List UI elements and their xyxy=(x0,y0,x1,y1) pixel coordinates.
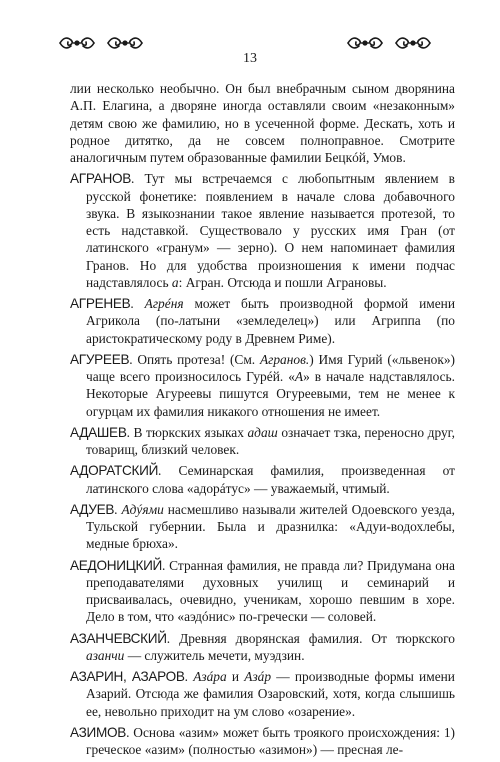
entry-text: . Древняя дворянская фамилия. От тюркского xyxy=(166,630,455,646)
continued-paragraph xyxy=(70,80,455,166)
italic-term: Азáра xyxy=(193,669,227,684)
italic-term: адаш xyxy=(247,424,278,440)
dictionary-entry xyxy=(70,295,455,347)
entry-text: — служитель мечети, муэдзин. xyxy=(124,647,305,663)
entry-headword: АДОРАТСКИЙ xyxy=(70,463,159,479)
dictionary-entry xyxy=(70,462,455,497)
italic-term: Адýями xyxy=(121,501,164,517)
page-body xyxy=(70,80,455,762)
entry-text: . Тут мы встречаемся с любопытным явлением в русской фонетике: появлением в начале слова добавочного звука. В языкознании такое явление называется протезой, то есть надставкой. Существовало у русских имя Гран (от латинского «гранум» — зерно). О нем напоминает фамилия Гранов. Но для удобства произношения к имени подчас надставлялось xyxy=(86,171,455,290)
italic-term: азанчи xyxy=(86,647,125,663)
entry-text: насмешливо называли жителей Одоевского уезда, Тульской губернии. Была и дразнилка: «Адуи-водохлебы, медные брюха». xyxy=(86,501,455,552)
entry-text: » в начале надставлялось. Некоторые Агуреевы пишутся Огуреевыми, тем не менее к огурцам их фамилия никакого отношения не имеет. xyxy=(86,369,455,419)
entry-headword: АЗАРИН, АЗАРОВ xyxy=(70,669,185,684)
dictionary-entry xyxy=(70,501,455,553)
entry-text: . xyxy=(184,669,194,684)
entry-text: . xyxy=(114,501,122,517)
entry-text: . В тюркских языках xyxy=(126,424,248,440)
entry-headword: АЗАНЧЕВСКИЙ xyxy=(70,630,167,646)
entry-headword: АЕДОНИЦКИЙ xyxy=(70,557,163,573)
dictionary-entry xyxy=(70,630,455,665)
entry-headword: АДУЕВ xyxy=(70,501,115,517)
entry-text: . xyxy=(130,296,145,311)
dictionary-entry xyxy=(70,170,455,291)
italic-term: Азáр xyxy=(244,669,272,684)
italic-term: А xyxy=(294,369,304,384)
entry-headword: АГРЕНЕВ xyxy=(70,296,131,311)
entry-text: . Основа «азим» может быть троякого происхождения: 1) греческое «азим» (полностью «азимон») — пресная ле- xyxy=(86,724,455,757)
dictionary-entry xyxy=(70,724,455,759)
entry-text: может быть производной формой имени Агрикола (по-латыни «земледелец») или Агриппа (по аристократическому роду в Древнем Риме). xyxy=(86,296,455,346)
dictionary-entry xyxy=(70,351,455,420)
entry-headword: АДАШЕВ xyxy=(70,424,127,440)
page-number: 13 xyxy=(243,51,257,66)
italic-term: Агранов. xyxy=(259,351,310,367)
entry-text: ) Имя Гурий («львенок») чаще всего произносилось Гурéй. « xyxy=(86,351,455,384)
dictionary-entry xyxy=(70,557,455,626)
entry-text: . Странная фамилия, не правда ли? Придумана она преподавателями духовных училищ и семинарий и присваивалась, очевидно, ученикам, хорошо певшим в хоре. Дело в том, что «аэдóнис» по-гречески — соловей. xyxy=(86,557,455,625)
italic-term: Агрéня xyxy=(144,296,184,311)
entry-text: означает тзка, переносно друг, товарищ, близкий человек. xyxy=(86,424,455,457)
entry-text: . Семинарская фамилия, произведенная от латинского слова «адорáтус» — уважаемый, чтимый. xyxy=(86,463,455,496)
entry-text: . Опять протеза! (См. xyxy=(129,351,260,367)
dictionary-entry xyxy=(70,424,455,459)
entry-text: — производные формы имени Азарий. Отсюда же фамилия Озаровский, хотя, когда слышишь ее, невольно приходит на ум слово «озарение». xyxy=(86,669,455,719)
italic-term: а xyxy=(171,274,179,290)
entry-text: : Агран. Отсюда и пошли Аграновы. xyxy=(178,274,387,290)
entry-headword: АГРАНОВ xyxy=(70,171,132,187)
entry-text: и xyxy=(226,669,245,684)
entry-headword: АГУРЕЕВ xyxy=(70,351,130,367)
entry-text: лии несколько необычно. Он был внебрачным сыном дворянина А.П. Елагина, а дворяне иногда оставляли своим «незаконным» детям свою же фамилию, но в усеченной форме. Дескать, хоть и родное дитятко, да не совсем полноправное. Смотрите аналогичным путем образованные фамилии Бецкóй, Умов. xyxy=(70,81,455,165)
entry-headword: АЗИМОВ xyxy=(70,724,127,740)
dictionary-entry xyxy=(70,668,455,720)
